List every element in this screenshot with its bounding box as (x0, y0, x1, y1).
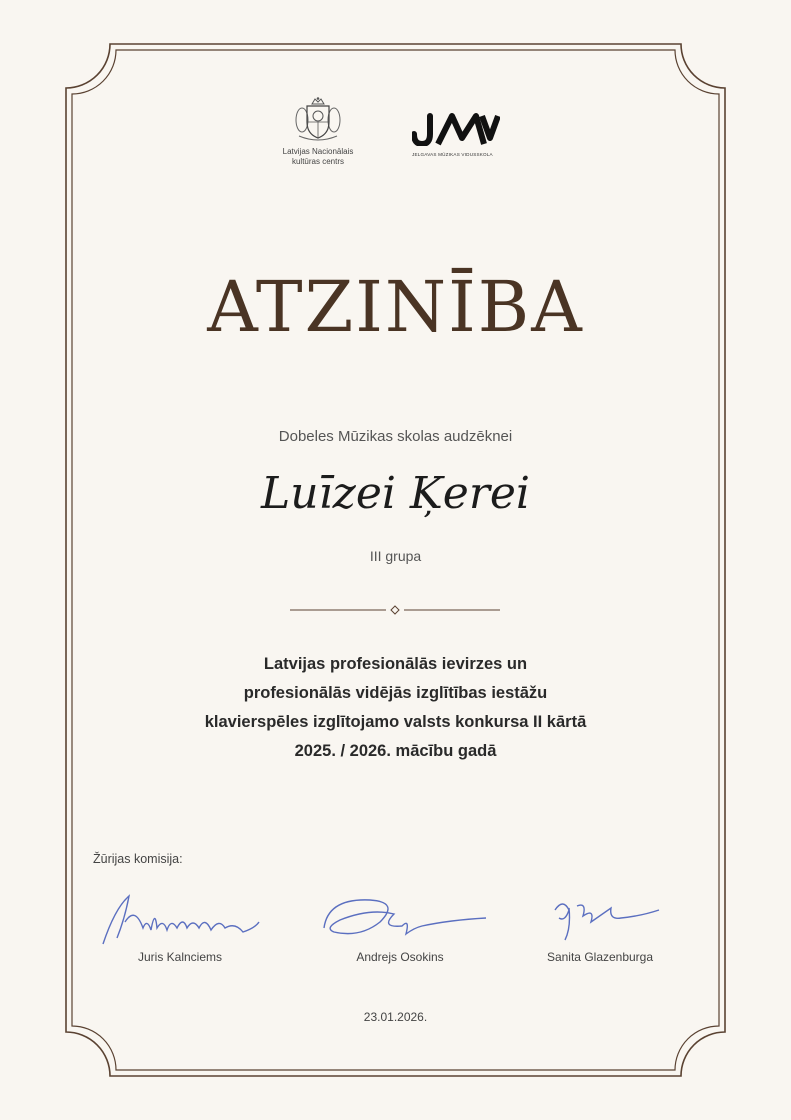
jury-member (515, 888, 685, 964)
lnkc-logo (268, 96, 368, 167)
jury-member-name: Sanita Glazenburga (546, 950, 654, 964)
contest-description (0, 650, 791, 766)
jury-member-name: Juris Kalnciems (137, 950, 223, 964)
issue-date: 23.01.2026. (363, 1010, 428, 1024)
signature-image (525, 888, 675, 948)
recipient-name: Luīzei Ķerei (261, 468, 530, 519)
signature-image (95, 888, 265, 948)
contest-line-2: profesionālās vidējās izglītības iestāžu (243, 684, 548, 702)
contest-line-4: 2025. / 2026. mācību gadā (294, 742, 497, 760)
group-label: III grupa (369, 548, 422, 564)
lnkc-name-line2: kultūras centrs (291, 157, 345, 166)
contest-line-3: klavierspēles izglītojamo valsts konkursa II kārtā (204, 713, 587, 731)
signature-image (310, 888, 490, 948)
school-line: Dobeles Mūzikas skolas audzēknei (278, 428, 513, 445)
contest-line-1: Latvijas profesionālās ievirzes un (263, 655, 528, 673)
certificate-title: ATZINĪBA (207, 266, 584, 348)
jury-member (90, 888, 270, 964)
lnkc-name-line1: Latvijas Nacionālais (282, 147, 354, 156)
coat-of-arms-icon (293, 96, 343, 142)
ornament-divider (290, 604, 500, 616)
jmv-logo-icon (412, 112, 500, 146)
jury-member-name: Andrejs Osokins (356, 950, 444, 964)
jmv-subtitle: JELGAVAS MŪZIKAS VIDUSSKOLA (412, 152, 493, 157)
jmv-logo (412, 112, 522, 157)
jury-member (310, 888, 490, 964)
jury-label: Žūrijas komisija: (93, 852, 183, 866)
